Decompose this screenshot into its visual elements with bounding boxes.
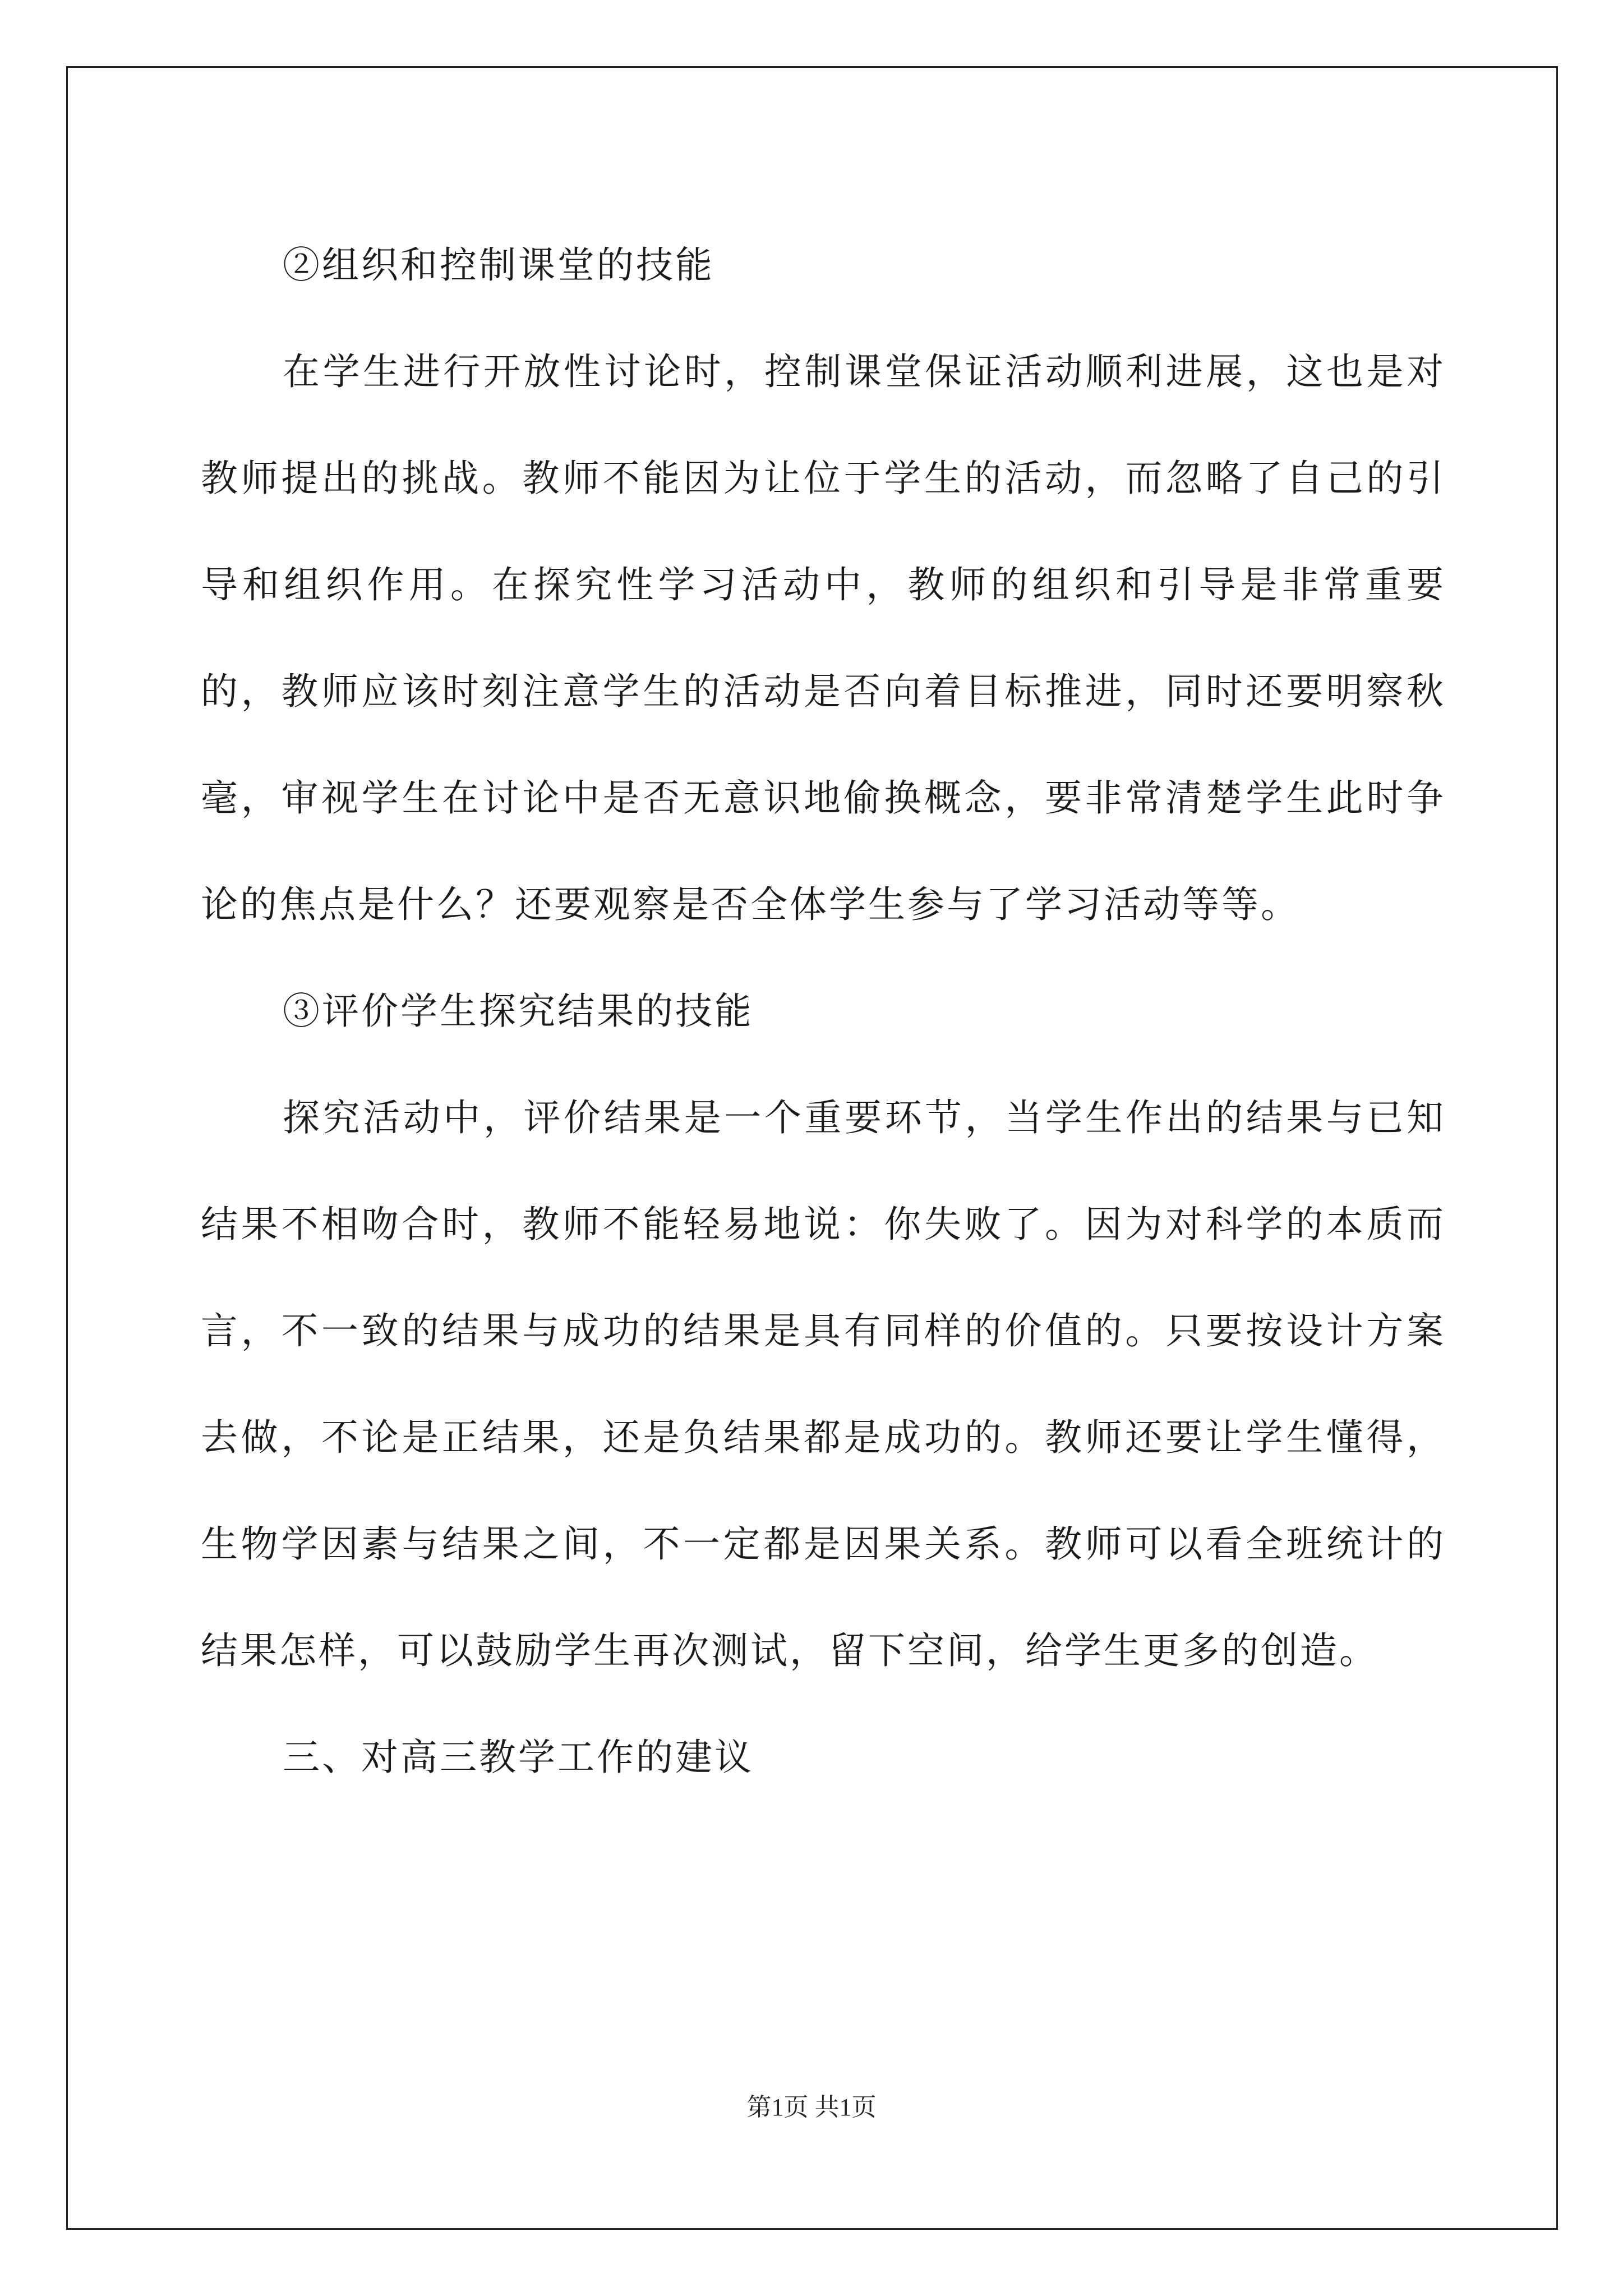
page-number-footer: 第1页 共1页: [746, 2093, 877, 2121]
section-heading-suggestions: 三、对高三教学工作的建议: [283, 1736, 754, 1779]
section-heading-organize: ②组织和控制课堂的技能: [283, 243, 714, 287]
paragraph-classroom-control: 在学生进行开放性讨论时，控制课堂保证活动顺利进展，这也是对教师提出的挑战。教师不能因为让位于学生的活动，而忽略了自己的引导和组织作用。在探究性学习活动中，教师的组织和引导是非常重要的，教师应该时刻注意学生的活动是否向着目标推进，同时还要明察秋毫，审视学生在讨论中是否无意识地偷换概念，要非常清楚学生此时争论的焦点是什么？还要观察是否全体学生参与了学习活动等等。: [201, 350, 1446, 926]
document-body: [201, 212, 1446, 1811]
paragraph-evaluate-results: 探究活动中，评价结果是一个重要环节，当学生作出的结果与已知结果不相吻合时，教师不能轻易地说：你失败了。因为对科学的本质而言，不一致的结果与成功的结果是具有同样的价值的。只要按设计方案去做，不论是正结果，还是负结果都是成功的。教师还要让学生懂得，生物学因素与结果之间，不一定都是因果关系。教师可以看全班统计的结果怎样，可以鼓励学生再次测试，留下空间，给学生更多的创造。: [201, 1096, 1446, 1672]
section-heading-evaluate: ③评价学生探究结果的技能: [283, 990, 754, 1033]
